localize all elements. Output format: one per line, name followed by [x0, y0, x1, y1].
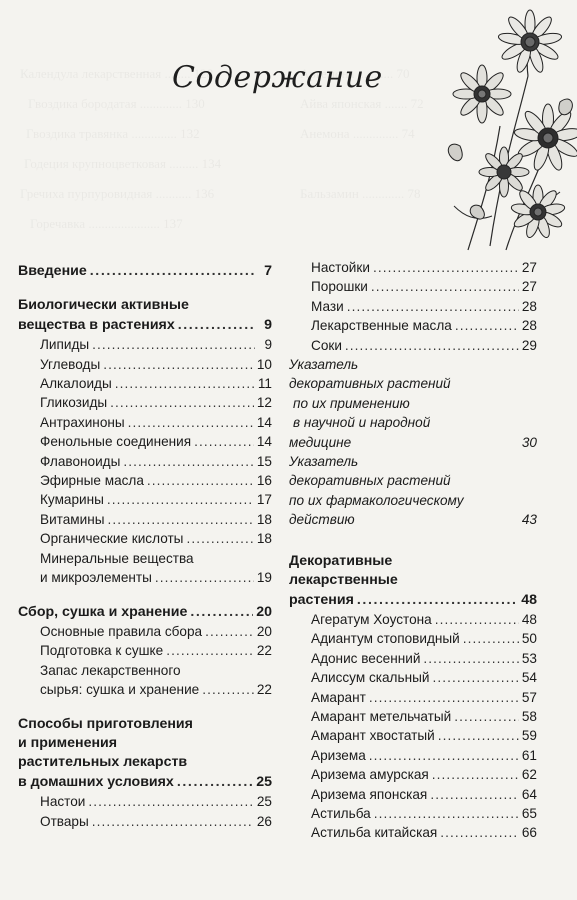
toc-item-entry: [289, 765, 537, 784]
toc-entry-title: Способы приготовления: [18, 715, 193, 732]
toc-entry-title: Настойки: [311, 260, 370, 275]
dot-leader: [347, 297, 519, 316]
dot-leader: [90, 262, 255, 281]
toc-italic-entry: [289, 452, 537, 530]
dot-leader: [107, 490, 254, 509]
toc-entry-title: Аризема: [311, 747, 366, 763]
toc-page-number: 66: [521, 825, 537, 841]
toc-page-number: 54: [521, 670, 537, 686]
toc-item-entry: [18, 374, 272, 393]
toc-page-number: 26: [256, 813, 272, 829]
toc-item-entry: [18, 812, 272, 831]
dot-leader: [374, 804, 519, 823]
toc-entry-title: Кумарины: [40, 492, 104, 508]
toc-entry-title: лекарственные: [289, 572, 398, 589]
toc-left-column: [18, 258, 272, 831]
toc-entry-title: в научной и народной: [293, 415, 431, 431]
dot-leader: [438, 726, 519, 745]
toc-entry-title: Витамины: [40, 511, 105, 527]
toc-page-number: 50: [521, 631, 537, 647]
toc-entry-title: и применения: [18, 734, 118, 751]
toc-page-number: 18: [256, 511, 272, 527]
toc-entry-title: Алиссум скальный: [311, 670, 430, 686]
dot-leader: [178, 316, 255, 335]
toc-page-number: 61: [521, 747, 537, 763]
dot-leader: [369, 688, 519, 707]
toc-entry-title: Декоративные: [289, 552, 393, 569]
toc-page-number: 17: [256, 492, 272, 508]
toc-page-number: 53: [521, 650, 537, 666]
dot-leader: [440, 823, 519, 842]
dot-leader: [92, 335, 255, 354]
dot-leader: [430, 785, 519, 804]
toc-entry-title: медицине: [289, 434, 352, 450]
toc-item-entry: [289, 688, 537, 707]
chamomile-illustration: [420, 6, 577, 251]
toc-page-number: 18: [256, 531, 272, 547]
toc-entry-title: Аризема амурская: [311, 767, 429, 783]
dot-leader: [186, 529, 253, 548]
toc-item-entry: [18, 529, 272, 548]
toc-page-number: 43: [521, 512, 537, 528]
dot-leader: [155, 568, 254, 587]
toc-page-number: 16: [256, 473, 272, 489]
dot-leader: [123, 452, 254, 471]
toc-entry-title: Углеводы: [40, 356, 101, 372]
dot-leader: [369, 746, 519, 765]
toc-section-entry: [18, 262, 272, 281]
toc-page-number: 28: [521, 298, 537, 314]
toc-entry-title: сырья: сушка и хранение: [40, 682, 200, 698]
dot-leader: [455, 316, 519, 335]
toc-entry-title: Агератум Хоустона: [311, 611, 432, 627]
toc-entry-title: Указатель: [289, 454, 359, 470]
toc-page-number: 20: [256, 603, 272, 620]
toc-item-entry: [289, 610, 537, 629]
toc-entry-title: Флавоноиды: [40, 453, 121, 469]
toc-page-number: 30: [521, 434, 537, 450]
toc-item-entry: [18, 661, 272, 700]
toc-entry-title: Указатель: [289, 357, 359, 373]
toc-entry-title: Фенольные соединения: [40, 434, 192, 450]
toc-item-entry: [289, 316, 537, 335]
toc-item-entry: [289, 823, 537, 842]
toc-item-entry: [18, 792, 272, 811]
toc-page-number: 20: [256, 623, 272, 639]
toc-item-entry: [18, 490, 272, 509]
toc-page-number: 59: [521, 728, 537, 744]
toc-entry-title: вещества в растениях: [18, 316, 175, 333]
dot-leader: [345, 336, 519, 355]
toc-entry-title: в домашних условиях: [18, 773, 174, 790]
toc-entry-title: Сбор, сушка и хранение: [18, 603, 188, 620]
toc-page-number: 64: [521, 786, 537, 802]
toc-page-number: 27: [521, 279, 537, 295]
toc-page-number: 12: [256, 395, 272, 411]
toc-item-entry: [18, 549, 272, 588]
toc-entry-title: Органические кислоты: [40, 531, 184, 547]
toc-page-number: 48: [521, 611, 537, 627]
toc-page-number: 14: [256, 434, 272, 450]
toc-entry-title: Амарант метельчатый: [311, 708, 452, 724]
toc-page-number: 28: [521, 318, 537, 334]
toc-item-entry: [18, 452, 272, 471]
dot-leader: [371, 277, 519, 296]
toc-item-entry: [289, 668, 537, 687]
toc-page-number: 57: [521, 689, 537, 705]
toc-item-entry: [289, 785, 537, 804]
toc-entry-title: Мази: [311, 298, 344, 314]
toc-page-number: 9: [264, 337, 272, 353]
toc-right-column: [289, 258, 537, 843]
toc-entry-title: Гликозиды: [40, 395, 108, 411]
toc-entry-title: по их применению: [293, 395, 410, 411]
toc-entry-title: Введение: [18, 263, 87, 279]
toc-page-number: 27: [521, 260, 537, 275]
toc-entry-title: по их фармакологическому: [289, 492, 464, 508]
dot-leader: [92, 812, 254, 831]
dot-leader: [357, 591, 518, 610]
toc-page-number: 14: [256, 414, 272, 430]
toc-section-entry: [18, 715, 272, 793]
toc-entry-title: Минеральные вещества: [40, 550, 194, 566]
toc-page-number: 9: [264, 316, 272, 333]
toc-page-number: 11: [257, 376, 272, 392]
dot-leader: [166, 641, 254, 660]
toc-entry-title: растительных лекарств: [18, 754, 188, 771]
toc-entry-title: Отвары: [40, 813, 89, 829]
toc-page-number: 15: [256, 453, 272, 469]
toc-page-number: 10: [256, 356, 272, 372]
toc-italic-entry: [289, 355, 537, 452]
dot-leader: [103, 355, 254, 374]
toc-item-entry: [18, 355, 272, 374]
toc-item-entry: [289, 629, 537, 648]
dot-leader: [423, 649, 518, 668]
toc-item-entry: [18, 641, 272, 660]
toc-page-number: 58: [521, 708, 537, 724]
toc-entry-title: Порошки: [311, 279, 368, 295]
toc-entry-title: Амарант хвостатый: [311, 728, 435, 744]
dot-leader: [110, 393, 254, 412]
toc-item-entry: [289, 336, 537, 355]
dot-leader: [108, 510, 254, 529]
dot-leader: [128, 413, 254, 432]
toc-page-number: 22: [256, 643, 272, 659]
toc-item-entry: [289, 726, 537, 745]
dot-leader: [454, 707, 519, 726]
toc-entry-title: Астильба китайская: [311, 825, 438, 841]
toc-item-entry: [289, 649, 537, 668]
dot-leader: [432, 765, 519, 784]
toc-entry-title: Амарант: [311, 689, 366, 705]
dot-leader: [147, 471, 254, 490]
toc-entry-title: Основные правила сбора: [40, 623, 203, 639]
toc-page-number: 62: [521, 767, 537, 783]
toc-entry-title: декоративных растений: [289, 473, 451, 489]
toc-item-entry: [289, 707, 537, 726]
toc-item-entry: [289, 297, 537, 316]
toc-page-number: 7: [264, 263, 272, 279]
toc-page-number: 25: [256, 794, 272, 810]
toc-entry-title: Адиантум стоповидный: [311, 631, 460, 647]
dot-leader: [373, 258, 519, 277]
toc-item-entry: [289, 804, 537, 823]
dot-leader: [190, 603, 253, 622]
dot-leader: [435, 610, 519, 629]
toc-entry-title: Липиды: [40, 337, 90, 353]
toc-page-number: 19: [256, 570, 272, 586]
toc-entry-title: Лекарственные масла: [311, 318, 452, 334]
toc-item-entry: [289, 277, 537, 296]
toc-entry-title: действию: [289, 512, 355, 528]
toc-item-entry: [18, 335, 272, 354]
toc-section-entry: [18, 603, 272, 622]
toc-page-number: 22: [256, 682, 272, 698]
toc-entry-title: Подготовка к сушке: [40, 643, 164, 659]
toc-entry-title: Астильба: [311, 805, 371, 821]
toc-entry-title: растения: [289, 591, 354, 608]
dot-leader: [205, 622, 254, 641]
toc-item-entry: [18, 510, 272, 529]
toc-item-entry: [18, 432, 272, 451]
toc-entry-title: Антрахиноны: [40, 414, 125, 430]
dot-leader: [115, 374, 255, 393]
toc-page-number: 65: [521, 805, 537, 821]
toc-item-entry: [289, 746, 537, 765]
toc-entry-title: Соки: [311, 337, 342, 353]
toc-item-entry: [18, 413, 272, 432]
toc-entry-title: Эфирные масла: [40, 473, 144, 489]
toc-item-entry: [18, 393, 272, 412]
toc-entry-title: Биологически активные: [18, 297, 189, 314]
dot-leader: [432, 668, 518, 687]
toc-page-number: 48: [521, 591, 537, 608]
toc-item-entry: [289, 258, 537, 277]
toc-entry-title: Адонис весенний: [311, 650, 421, 666]
page-title: Содержание: [172, 60, 383, 95]
toc-section-entry: [18, 296, 272, 335]
toc-page-number: 29: [521, 337, 537, 353]
toc-entry-title: декоративных растений: [289, 376, 451, 392]
toc-entry-title: Запас лекарственного: [40, 662, 181, 678]
toc-entry-title: и микроэлементы: [40, 570, 152, 586]
toc-section-entry: [289, 552, 537, 610]
toc-item-entry: [18, 622, 272, 641]
dot-leader: [88, 792, 253, 811]
toc-item-entry: [18, 471, 272, 490]
toc-entry-title: Аризема японская: [311, 786, 428, 802]
toc-entry-title: Настои: [40, 794, 86, 810]
dot-leader: [194, 432, 254, 451]
dot-leader: [202, 680, 254, 699]
toc-page-number: 25: [256, 773, 272, 790]
dot-leader: [177, 773, 253, 792]
toc-entry-title: Алкалоиды: [40, 376, 112, 392]
dot-leader: [463, 629, 519, 648]
